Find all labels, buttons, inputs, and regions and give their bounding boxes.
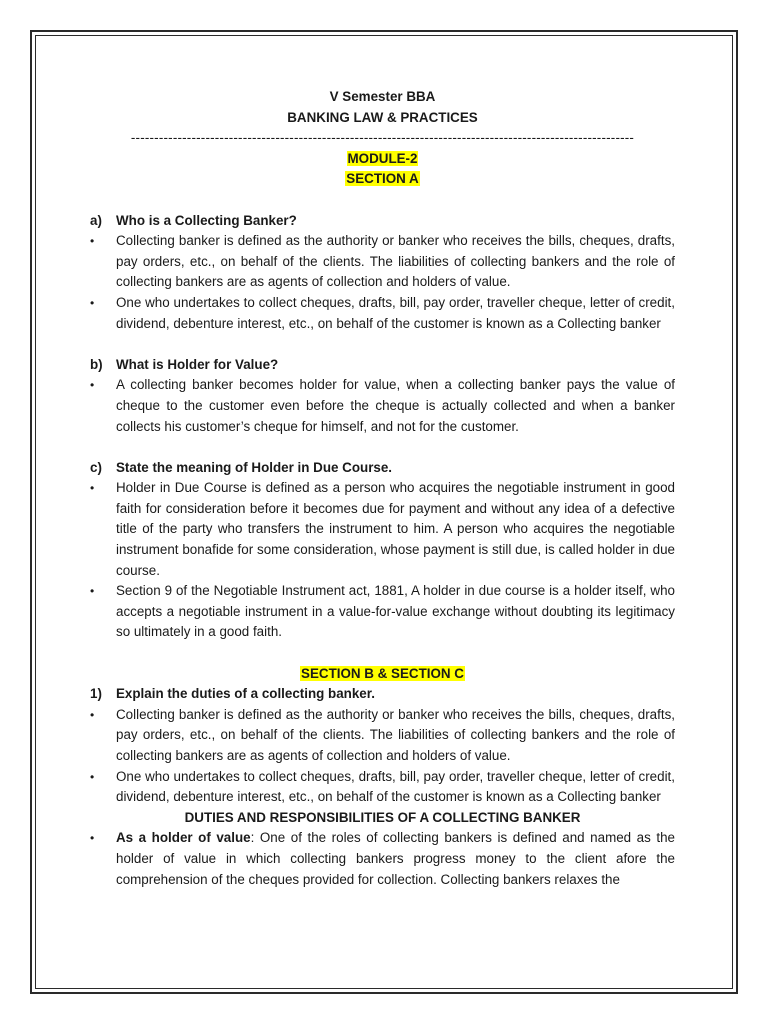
question-label: 1) [90, 686, 102, 702]
question-label: a) [90, 212, 102, 228]
list-item [90, 231, 675, 293]
bullet-icon: • [90, 707, 95, 722]
module-title: MODULE-2 [347, 150, 418, 166]
list-item [90, 375, 675, 437]
section-bc-title: SECTION B & SECTION C [301, 665, 464, 681]
list-item-text [116, 828, 675, 890]
question-b [90, 355, 675, 376]
list-item [90, 478, 675, 581]
bullet-icon: • [90, 769, 95, 784]
question-label: b) [90, 356, 103, 372]
list-item-text: Collecting banker is defined as the authority or banker who receives the bills, cheques, drafts, pay orders, etc., on behalf of the clients. The liabilities of collecting bankers and the role of collecting bankers are as agents of collection and holders of value. [116, 706, 675, 763]
list-item [90, 828, 675, 890]
question-label: c) [90, 459, 102, 475]
question-a [90, 211, 675, 232]
course-title: BANKING LAW & PRACTICES [287, 109, 478, 125]
question-text: State the meaning of Holder in Due Course. [116, 459, 393, 475]
duties-heading: DUTIES AND RESPONSIBILITIES OF A COLLECTING BANKER [184, 809, 581, 825]
document-body [90, 87, 675, 890]
duty-term: As a holder of value [116, 830, 251, 846]
question-c [90, 458, 675, 479]
list-item [90, 581, 675, 643]
list-item-text: Collecting banker is defined as the authority or banker who receives the bills, cheques, drafts, pay orders, etc., on behalf of the clients. The liabilities of collecting bankers and the role of collecting bankers are as agents of collection and holders of value. [116, 233, 675, 290]
list-item-text: Section 9 of the Negotiable Instrument act, 1881, A holder in due course is a holder itself, who accepts a negotiable instrument in a value-for-value exchange without doubting its legitimacy so ultimately in a good faith. [116, 583, 675, 640]
question-text: Who is a Collecting Banker? [116, 212, 297, 228]
bullet-icon: • [90, 378, 95, 393]
list-item-text: One who undertakes to collect cheques, drafts, bill, pay order, traveller cheque, letter of credit, dividend, debenture interest, etc., on behalf of the customer is known as a Collecting banker [116, 294, 675, 331]
question-1 [90, 684, 675, 705]
section-a-title: SECTION A [346, 171, 419, 187]
list-item-text: Holder in Due Course is defined as a person who acquires the negotiable instrument in good faith for consideration before it becomes due for payment and without any idea of a defective title of the party who transfers the instrument to him. A person who acquires the negotiable instrument bonafide for some consideration, whose payment is still due, is called holder in due course. [116, 480, 675, 578]
question-text: What is Holder for Value? [116, 356, 279, 372]
bullet-icon: • [90, 234, 95, 249]
list-item [90, 293, 675, 334]
bullet-icon: • [90, 584, 95, 599]
bullet-icon: • [90, 831, 95, 846]
list-item-text: A collecting banker becomes holder for value, when a collecting banker pays the value of cheque to the customer even before the cheque is actually collected and when a banker collects his customer’s cheque for himself, and not for the customer. [116, 377, 675, 434]
semester-line: V Semester BBA [329, 89, 436, 104]
bullet-icon: • [90, 295, 95, 310]
duty-description: : One of the roles of collecting bankers is defined and named as the holder of value in which collecting bankers progress money to the client afore the comprehension of the cheques provided for collection. Collecting bankers relaxes the [116, 830, 675, 887]
question-text: Explain the duties of a collecting banker. [116, 686, 375, 702]
list-item [90, 705, 675, 767]
bullet-icon: • [90, 481, 95, 496]
list-item [90, 767, 675, 808]
divider-line: ------------------------------------------------------------------------------------------------------------ [130, 130, 635, 146]
list-item-text: One who undertakes to collect cheques, drafts, bill, pay order, traveller cheque, letter of credit, dividend, debenture interest, etc., on behalf of the customer is known as a Collecting banker [116, 768, 675, 805]
